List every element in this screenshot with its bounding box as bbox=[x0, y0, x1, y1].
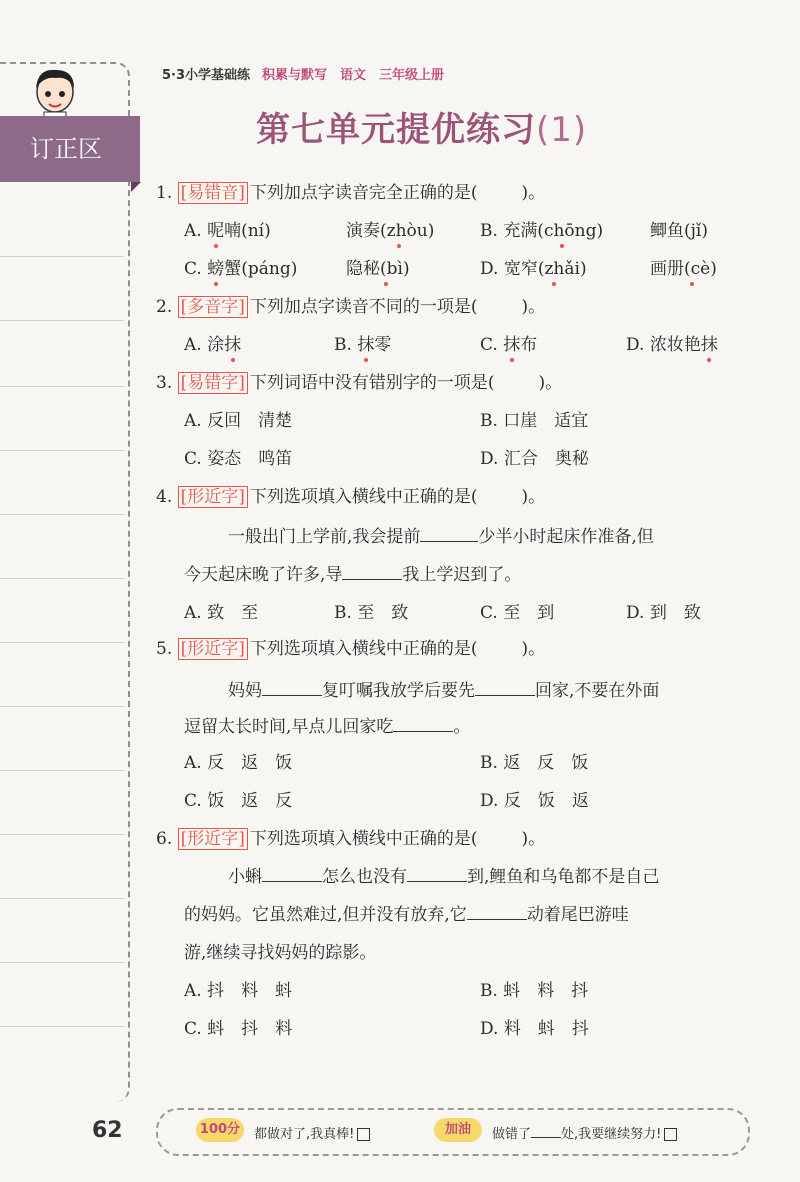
dotted-char: 奏(zhòu) bbox=[363, 221, 435, 241]
question-tag: [易错音] bbox=[178, 182, 248, 204]
ruled-line bbox=[0, 770, 124, 771]
question-tag: [易错字] bbox=[178, 372, 248, 394]
option-a: A. 致 至 bbox=[184, 603, 259, 623]
question-stem: 下列加点字读音完全正确的是( bbox=[249, 183, 478, 203]
option-d: D. 到 致 bbox=[626, 603, 701, 623]
option-c: C. 蚪 抖 料 bbox=[184, 1019, 293, 1039]
option-b-2: 鲫鱼(jǐ) bbox=[650, 221, 708, 241]
series-name: 5·3小学基础练 bbox=[162, 68, 251, 83]
ruled-line bbox=[0, 642, 124, 643]
option-b: B. 至 致 bbox=[334, 603, 409, 623]
page-title bbox=[256, 102, 587, 151]
option-a: A. 反回 清楚 bbox=[184, 411, 293, 431]
option-d: D. 汇合 奥秘 bbox=[480, 449, 589, 469]
option-b: B. 抹零 bbox=[334, 335, 392, 355]
question-tag: [形近字] bbox=[178, 638, 248, 660]
passage-line: 小蝌 怎么也没有 到,鲤鱼和乌龟都不是自己 bbox=[228, 867, 660, 887]
ruled-line bbox=[0, 386, 124, 387]
option-b: B. 蚪 料 抖 bbox=[480, 981, 589, 1001]
ruled-line bbox=[0, 450, 124, 451]
option-a: A. 抖 料 蚪 bbox=[184, 981, 293, 1001]
checkbox-correct[interactable] bbox=[357, 1128, 370, 1141]
subject-label: 积累与默写 语文 三年级上册 bbox=[262, 68, 445, 83]
page-number: 62 bbox=[92, 1118, 123, 1143]
option-d: D. 宽窄(zhǎi) bbox=[480, 259, 587, 279]
fill-blank[interactable] bbox=[262, 867, 322, 882]
option-b: B. 充满(chōng) bbox=[480, 221, 604, 241]
dotted-char: 螃 bbox=[207, 259, 225, 279]
option-a-2: 演奏(zhòu) bbox=[346, 221, 435, 241]
option-b: B. 返 反 饭 bbox=[480, 753, 589, 773]
question-tag: [形近字] bbox=[178, 828, 248, 850]
question-6: 6. [形近字] 下列选项填入横线中正确的是( )。 bbox=[156, 829, 546, 849]
ruled-line bbox=[0, 834, 124, 835]
option-c-2: 隐秘(bì) bbox=[346, 259, 410, 279]
ruled-line bbox=[0, 706, 124, 707]
option-c: C. 至 到 bbox=[480, 603, 555, 623]
question-end: )。 bbox=[521, 183, 546, 203]
ruled-line bbox=[0, 514, 124, 515]
dotted-char: 册(cè) bbox=[667, 259, 717, 279]
ruled-line bbox=[0, 256, 124, 257]
dotted-char: 秘(bì) bbox=[363, 259, 410, 279]
dotted-char: 窄(zhǎi) bbox=[520, 259, 587, 279]
option-c: C. 螃蟹(páng) bbox=[184, 259, 298, 279]
fill-blank[interactable] bbox=[407, 867, 467, 882]
question-number: 1. bbox=[156, 183, 173, 203]
question-tag: [多音字] bbox=[178, 296, 248, 318]
option-d: D. 料 蚪 抖 bbox=[480, 1019, 589, 1039]
ruled-line bbox=[0, 578, 124, 579]
option-c: C. 饭 返 反 bbox=[184, 791, 293, 811]
fill-blank[interactable] bbox=[262, 681, 322, 696]
dotted-char: 抹 bbox=[357, 335, 375, 355]
dotted-char: 抹 bbox=[224, 335, 242, 355]
option-a: A. 涂抹 bbox=[184, 335, 242, 355]
title-main: 第七单元提优练习 bbox=[256, 110, 536, 150]
question-5: 5. [形近字] 下列选项填入横线中正确的是( )。 bbox=[156, 639, 546, 659]
dotted-char: 抹 bbox=[700, 335, 718, 355]
passage-line: 今天起床晚了许多,导 我上学迟到了。 bbox=[184, 565, 522, 585]
passage-line: 逗留太长时间,早点儿回家吃 。 bbox=[184, 717, 471, 737]
question-tag: [形近字] bbox=[178, 486, 248, 508]
option-c: C. 抹布 bbox=[480, 335, 538, 355]
fill-blank[interactable] bbox=[393, 717, 453, 732]
full-score-badge: 100分 bbox=[196, 1118, 244, 1142]
cheer-badge: 加油 bbox=[434, 1118, 482, 1142]
ruled-line bbox=[0, 962, 124, 963]
ruled-line bbox=[0, 320, 124, 321]
question-4: 4. [形近字] 下列选项填入横线中正确的是( )。 bbox=[156, 487, 546, 507]
self-check-errors: 做错了 处,我要继续努力! bbox=[492, 1123, 677, 1142]
error-count-blank[interactable] bbox=[531, 1125, 561, 1138]
passage-line: 一般出门上学前,我会提前 少半小时起床作准备,但 bbox=[228, 527, 654, 547]
option-d: D. 反 饭 返 bbox=[480, 791, 589, 811]
fill-blank[interactable] bbox=[475, 681, 535, 696]
option-d: D. 浓妆艳抹 bbox=[626, 335, 718, 355]
question-1 bbox=[156, 178, 545, 203]
option-a: A. 反 返 饭 bbox=[184, 753, 293, 773]
option-a: A. 呢喃(ní) bbox=[184, 221, 271, 241]
correction-sidebar bbox=[0, 62, 130, 1102]
fill-blank[interactable] bbox=[420, 527, 478, 542]
option-d-2: 画册(cè) bbox=[650, 259, 717, 279]
checkbox-errors[interactable] bbox=[664, 1128, 677, 1141]
option-c: C. 姿态 鸣笛 bbox=[184, 449, 293, 469]
passage-line: 妈妈 复叮嘱我放学后要先 回家,不要在外面 bbox=[228, 681, 660, 701]
passage-line: 的妈妈。它虽然难过,但并没有放弃,它 动着尾巴游哇 bbox=[184, 905, 629, 925]
passage-line: 游,继续寻找妈妈的踪影。 bbox=[184, 943, 377, 963]
self-check-correct: 都做对了,我真棒! bbox=[254, 1123, 370, 1142]
dotted-char: 呢 bbox=[207, 221, 225, 241]
dotted-char: 抹 bbox=[503, 335, 521, 355]
book-header bbox=[162, 64, 444, 83]
ruled-line bbox=[0, 1026, 124, 1027]
question-3: 3. [易错字] 下列词语中没有错别字的一项是( )。 bbox=[156, 373, 563, 393]
title-number: (1) bbox=[536, 110, 588, 150]
question-2: 2. [多音字] 下列加点字读音不同的一项是( )。 bbox=[156, 297, 546, 317]
fill-blank[interactable] bbox=[342, 565, 402, 580]
fill-blank[interactable] bbox=[467, 905, 527, 920]
self-check-bar bbox=[156, 1108, 750, 1156]
dotted-char: 满(chōng) bbox=[520, 221, 604, 241]
option-b: B. 口崖 适宜 bbox=[480, 411, 589, 431]
ruled-line bbox=[0, 898, 124, 899]
correction-zone-tab: 订正区 bbox=[0, 116, 140, 182]
